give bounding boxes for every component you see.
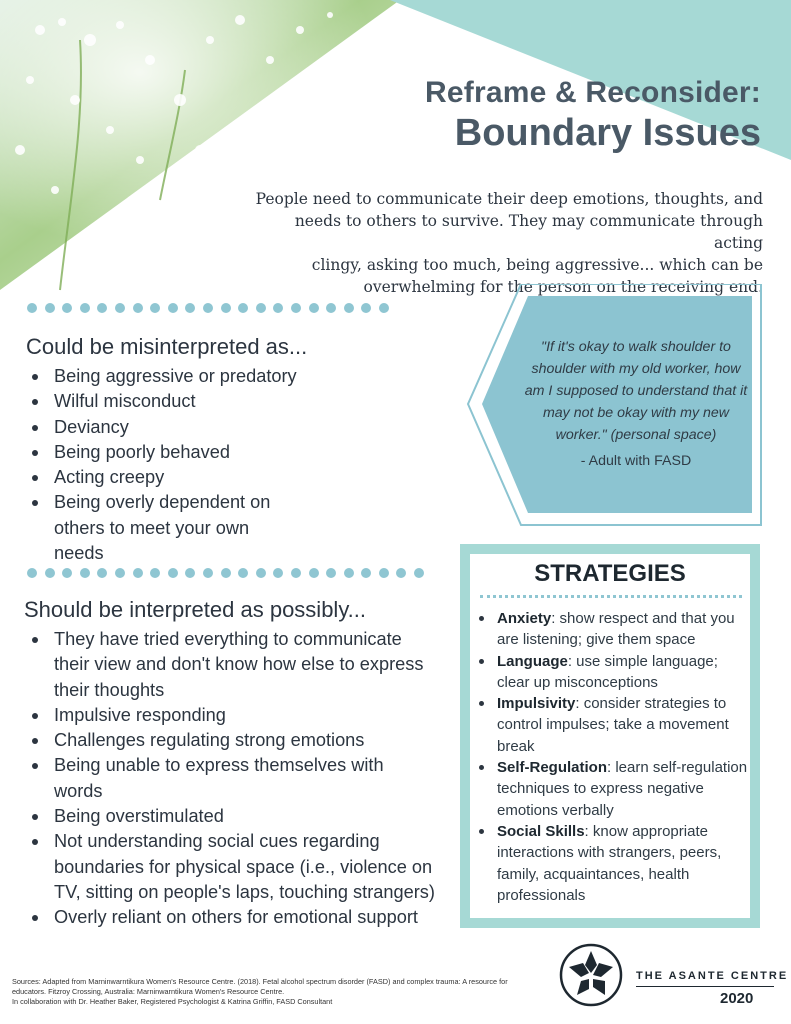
list-item: Being aggressive or predatory bbox=[25, 364, 325, 389]
intro-line: People need to communicate their deep emotions, thoughts, and bbox=[255, 190, 763, 208]
strategy-item bbox=[473, 651, 751, 694]
asante-logo-icon bbox=[559, 943, 623, 1007]
org-name: THE ASANTE CENTRE bbox=[636, 970, 789, 982]
strategy-term: Impulsivity bbox=[497, 695, 576, 713]
sources-citation bbox=[12, 977, 552, 1008]
strategy-term: Social Skills bbox=[497, 822, 585, 840]
strategy-desc: : use simple language; clear up misconceptions bbox=[497, 652, 718, 691]
misinterpreted-list bbox=[25, 364, 325, 566]
misinterpreted-heading: Could be misinterpreted as... bbox=[26, 334, 308, 359]
list-item: They have tried everything to communicate their view and don't know how else to express their thoughts bbox=[25, 627, 435, 703]
list-item: Deviancy bbox=[25, 415, 325, 440]
interpreted-heading: Should be interpreted as possibly... bbox=[24, 597, 367, 622]
list-item: Impulsive responding bbox=[25, 703, 435, 728]
strategy-term: Language bbox=[497, 652, 568, 670]
strategy-desc: : learn self-regulation techniques to express negative emotions verbally bbox=[497, 759, 748, 819]
intro-paragraph bbox=[243, 188, 763, 298]
strategies-divider bbox=[480, 595, 742, 601]
dotted-divider bbox=[27, 300, 396, 310]
year-label: 2020 bbox=[720, 990, 754, 1007]
list-item: Being unable to express themselves with words bbox=[25, 753, 394, 804]
org-underline bbox=[636, 986, 774, 987]
dotted-divider bbox=[27, 565, 432, 575]
sources-line: In collaboration with Dr. Heather Baker, Registered Psychologist & Katrina Griffin, FASD Consultant bbox=[12, 997, 333, 1007]
strategy-item bbox=[473, 757, 751, 821]
quote-attribution: - Adult with FASD bbox=[580, 453, 692, 469]
intro-line: needs to others to survive. They may communicate through acting bbox=[294, 212, 763, 252]
page-title-line1: Reframe & Reconsider: bbox=[425, 76, 761, 109]
sources-line: Sources: Adapted from Marninwarntikura Women's Resource Centre. (2018). Fetal alcohol spectrum disorder (FASD) and complex trauma: A resource for bbox=[12, 977, 508, 986]
intro-line: clingy, asking too much, being aggressive... which can be bbox=[311, 256, 763, 274]
strategy-term: Self-Regulation bbox=[497, 759, 608, 777]
strategies-list bbox=[473, 608, 751, 906]
list-item: Challenges regulating strong emotions bbox=[25, 728, 435, 753]
strategy-desc: : show respect and that you are listening; give them space bbox=[497, 610, 735, 649]
strategy-desc: : know appropriate interactions with strangers, peers, family, acquaintances, health professionals bbox=[497, 822, 722, 904]
strategies-title: STRATEGIES bbox=[534, 560, 686, 587]
list-item: Being poorly behaved bbox=[25, 440, 325, 465]
list-item: Being overly dependent on others to meet your own needs bbox=[25, 490, 294, 566]
list-item: Not understanding social cues regarding boundaries for physical space (i.e., violence on TV, sitting on people's laps, touching strangers) bbox=[25, 829, 435, 905]
strategy-item bbox=[473, 821, 751, 906]
interpreted-list bbox=[25, 627, 435, 931]
strategy-desc: : consider strategies to control impulses; take a movement break bbox=[497, 695, 729, 755]
list-item: Being overstimulated bbox=[25, 804, 435, 829]
strategy-item bbox=[473, 608, 751, 651]
quote-text: "If it's okay to walk shoulder to shoulder with my old worker, how am I supposed to understand that it may not be okay with my new worker." (personal space) bbox=[524, 339, 748, 443]
intro-line: overwhelming for the person on the receiving end. bbox=[363, 278, 763, 296]
list-item: Overly reliant on others for emotional support bbox=[25, 905, 435, 930]
list-item: Wilful misconduct bbox=[25, 389, 325, 414]
sources-line: educators. Fitzroy Crossing, Australia: Marninwarntikura Women's Resource Centre. bbox=[12, 987, 285, 997]
page-title-line2: Boundary Issues bbox=[454, 112, 761, 154]
list-item: Acting creepy bbox=[25, 465, 325, 490]
strategy-term: Anxiety bbox=[497, 610, 552, 627]
strategy-item bbox=[473, 693, 751, 757]
